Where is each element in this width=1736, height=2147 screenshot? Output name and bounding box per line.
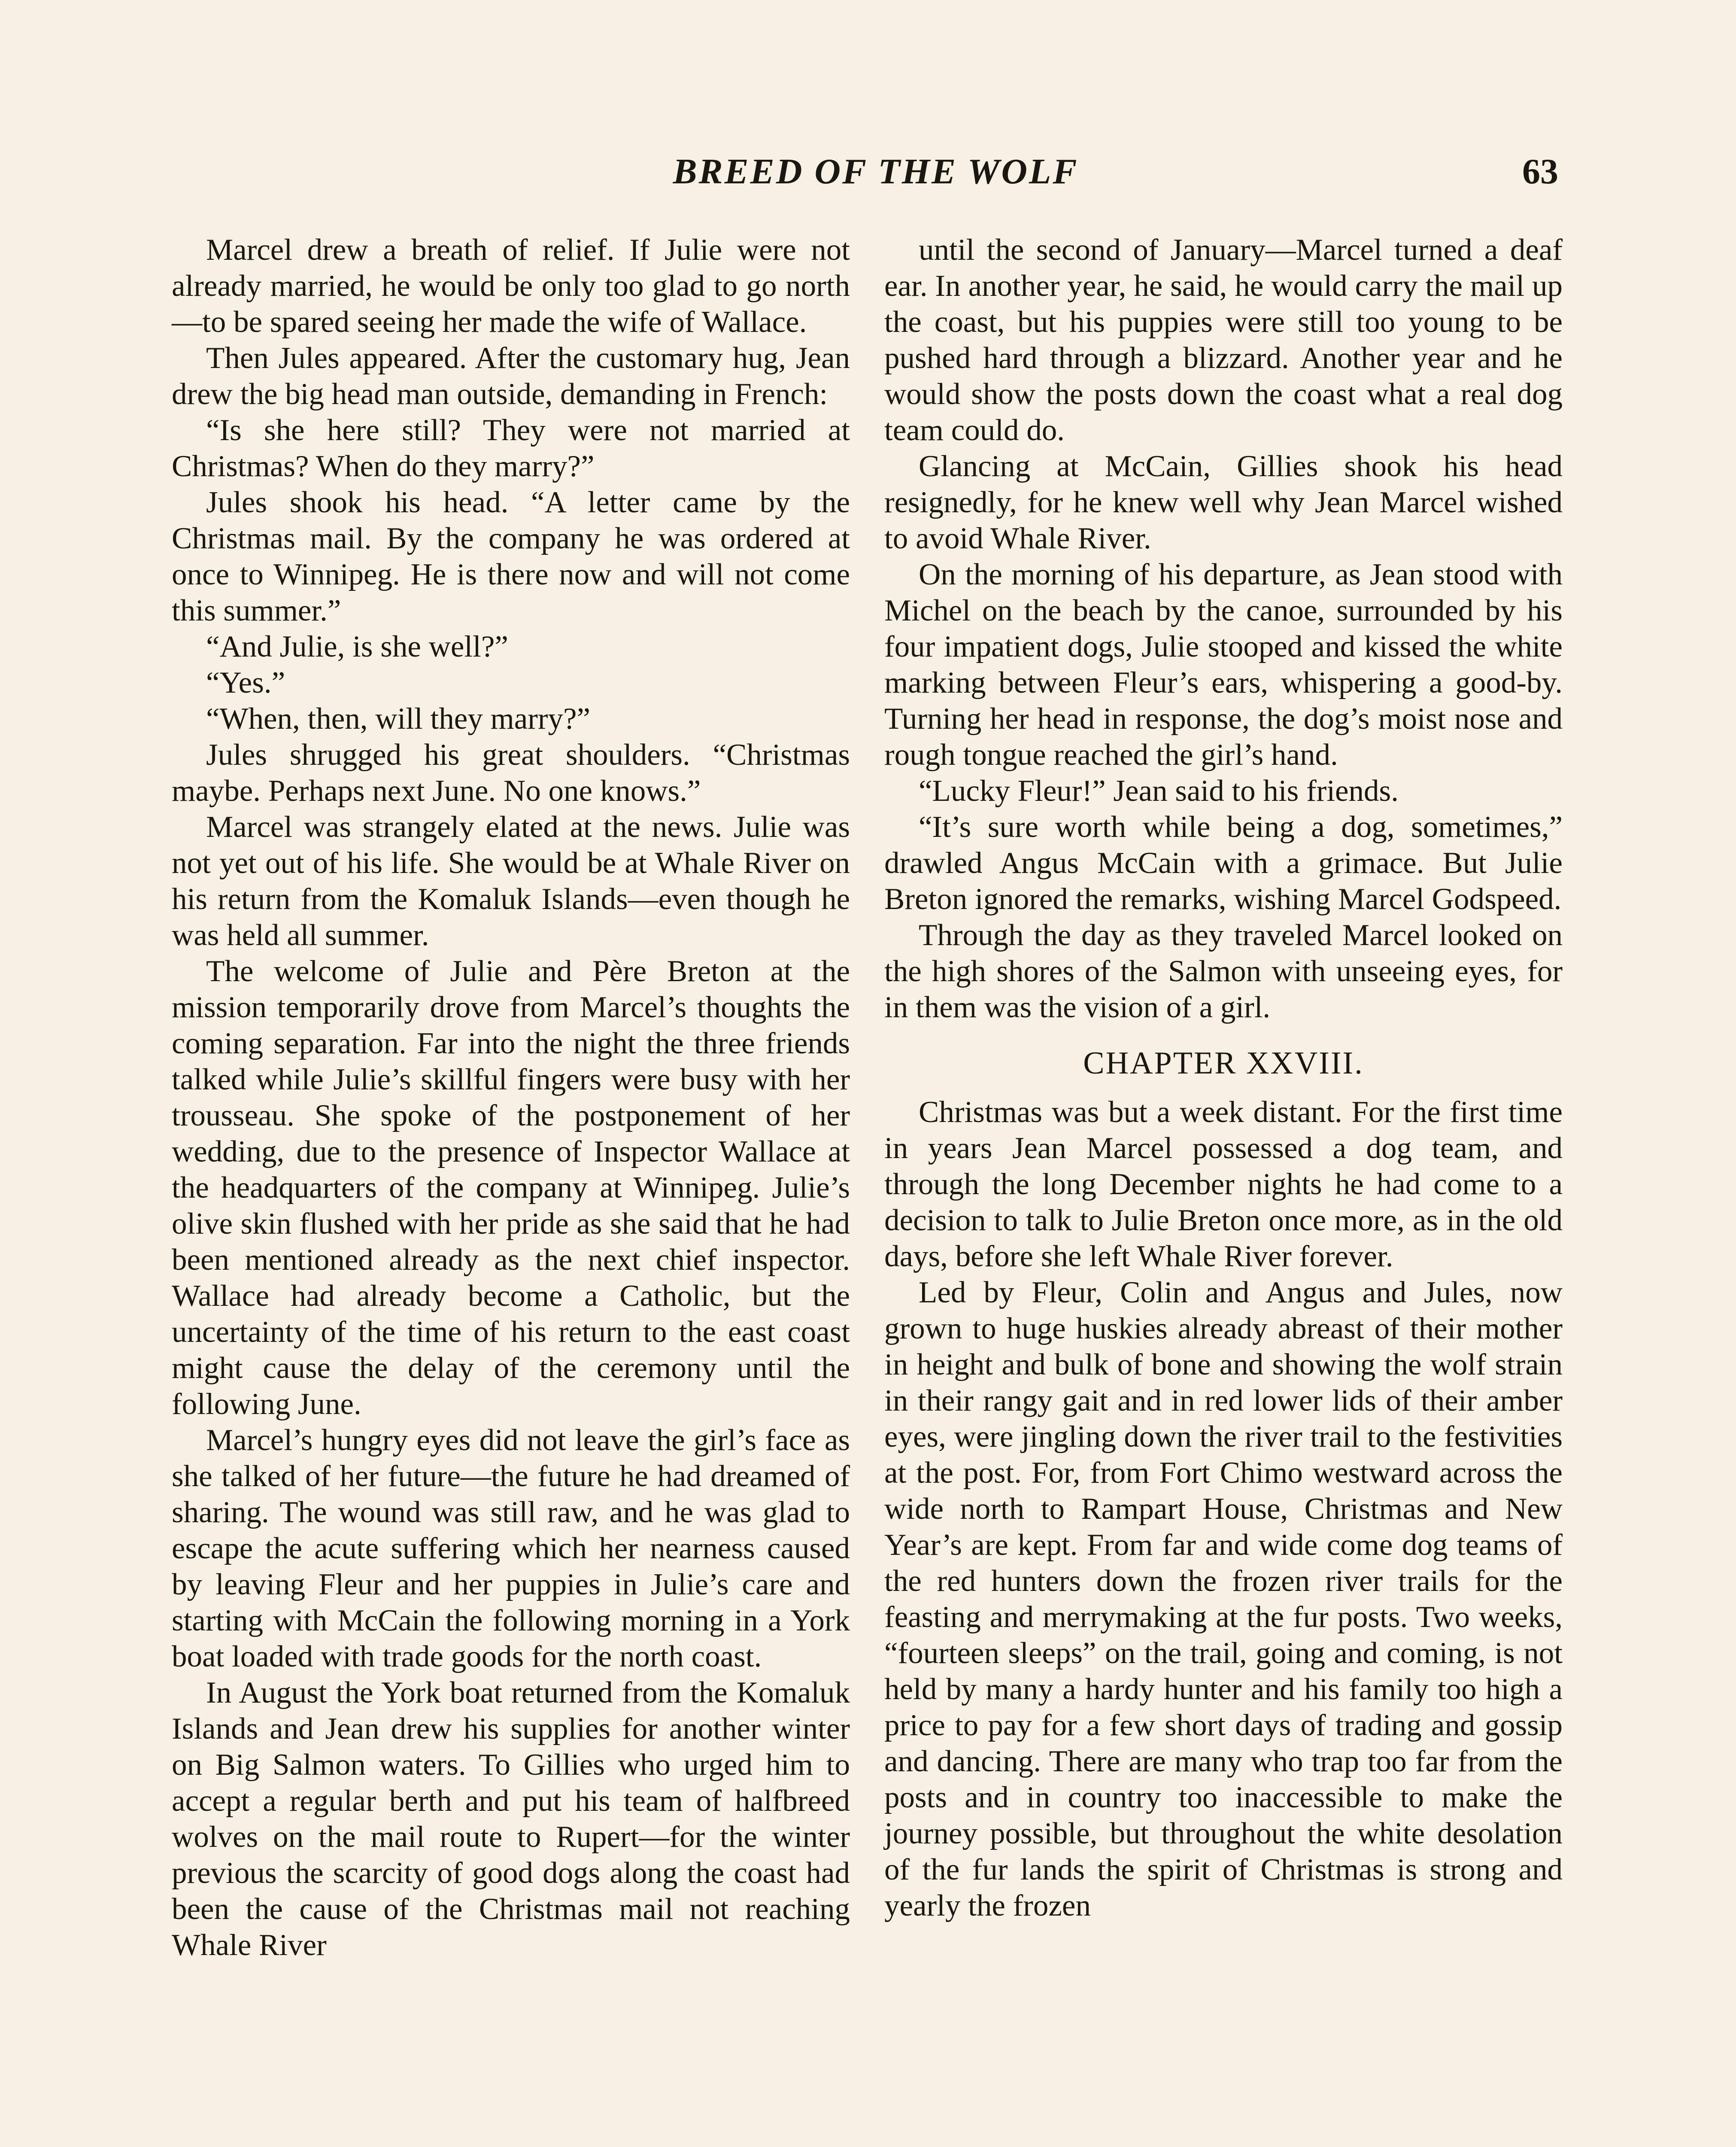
paragraph: Jules shook his head. “A letter came by the Christmas mail. By the company he was ordered at once to Winnipeg. He is there now and will not come this summer.” xyxy=(172,486,850,627)
paragraph: Marcel drew a breath of relief. If Julie were not already married, he would be only too glad to go north—to be spared seeing her made the wife of Wallace. xyxy=(172,233,850,339)
paragraph: Then Jules appeared. After the customary hug, Jean drew the big head man outside, demanding in French: xyxy=(172,341,850,411)
paragraph: Led by Fleur, Colin and Angus and Jules, now grown to huge huskies already abreast of their mother in height and bulk of bone and showing the wolf strain in their rangy gait and in red lower lids of their amber eyes, were jingling down the river trail to the festivities at the post. For, from Fort Chimo westward across the wide north to Rampart House, Christmas and New Year’s are kept. From far and wide come dog teams of the red hunters down the frozen river trails for the feasting and merrymaking at the fur posts. Two weeks, “fourteen sleeps” on the trail, going and coming, is not held by many a hardy hunter and his family too high a price to pay for a few short days of trading and gossip and dancing. There are many who trap too far from the posts and in country too inaccessible to make the journey possible, but throughout the white desolation of the fur lands the spirit of Christmas is strong and yearly the frozen xyxy=(884,1276,1563,1922)
running-title: BREED OF THE WOLF xyxy=(673,152,1079,192)
paragraph: “Is she here still? They were not married at Christmas? When do they marry?” xyxy=(172,414,850,483)
paragraph: In August the York boat returned from the Komaluk Islands and Jean drew his supplies for another winter on Big Salmon waters. To Gillies who urged him to accept a regular berth and put his team of halfbreed wolves on the mail route to Rupert—for the winter previous the scarcity of good dogs along the coast had been the cause of the Christmas mail not reaching Whale River xyxy=(172,1676,850,1962)
paragraph: The welcome of Julie and Père Breton at the mission temporarily drove from Marcel’s thoughts the coming separation. Far into the night the three friends talked while Julie’s skillful fingers were busy with her trousseau. She spoke of the postponement of her wedding, due to the presence of Inspector Wallace at the headquarters of the company at Winnipeg. Julie’s olive skin flushed with her pride as she said that he had been mentioned already as the next chief inspector. Wallace had already become a Catholic, but the uncertainty of the time of his return to the east coast might cause the delay of the ceremony until the following June. xyxy=(172,955,850,1421)
paragraph: “When, then, will they marry?” xyxy=(206,702,591,736)
running-head xyxy=(0,148,1736,195)
paragraph: Through the day as they traveled Marcel looked on the high shores of the Salmon with unseeing eyes, for in them was the vision of a girl. xyxy=(884,918,1563,1024)
right-column xyxy=(884,232,1563,1924)
paragraph: Marcel was strangely elated at the news. Julie was not yet out of his life. She would be at Whale River on his return from the Komaluk Islands—even though he was held all summer. xyxy=(172,810,850,952)
chapter-heading: CHAPTER XXVIII. xyxy=(1083,1046,1364,1081)
paragraph: Christmas was but a week distant. For the first time in years Jean Marcel possessed a dog team, and through the long December nights he had come to a decision to talk to Julie Breton once more, as in the old days, before she left Whale River forever. xyxy=(884,1095,1563,1273)
paragraph: Glancing at McCain, Gillies shook his head resignedly, for he knew well why Jean Marcel wished to avoid Whale River. xyxy=(884,450,1563,555)
paragraph: until the second of January—Marcel turned a deaf ear. In another year, he said, he would carry the mail up the coast, but his puppies were still too young to be pushed hard through a blizzard. Another year and he would show the posts down the coast what a real dog team could do. xyxy=(884,233,1563,447)
paragraph: “It’s sure worth while being a dog, sometimes,” drawled Angus McCain with a grimace. But Julie Breton ignored the remarks, wishing Marcel Godspeed. xyxy=(884,810,1563,916)
left-column xyxy=(172,232,850,1963)
paragraph: On the morning of his departure, as Jean stood with Michel on the beach by the canoe, surrounded by his four impatient dogs, Julie stooped and kissed the white marking between Fleur’s ears, whispering a good-by. Turning her head in response, the dog’s moist nose and rough tongue reached the girl’s hand. xyxy=(884,558,1563,772)
page-number: 63 xyxy=(1522,152,1558,192)
paragraph: “Yes.” xyxy=(206,666,285,699)
paragraph: Marcel’s hungry eyes did not leave the girl’s face as she talked of her future—the future he had dreamed of sharing. The wound was still raw, and he was glad to escape the acute suffering which her nearness caused by leaving Fleur and her puppies in Julie’s care and starting with McCain the following morning in a York boat loaded with trade goods for the north coast. xyxy=(172,1423,850,1673)
paragraph: “And Julie, is she well?” xyxy=(206,630,508,663)
paragraph: Jules shrugged his great shoulders. “Christmas maybe. Perhaps next June. No one knows.” xyxy=(172,738,850,808)
paragraph: “Lucky Fleur!” Jean said to his friends. xyxy=(919,774,1399,808)
